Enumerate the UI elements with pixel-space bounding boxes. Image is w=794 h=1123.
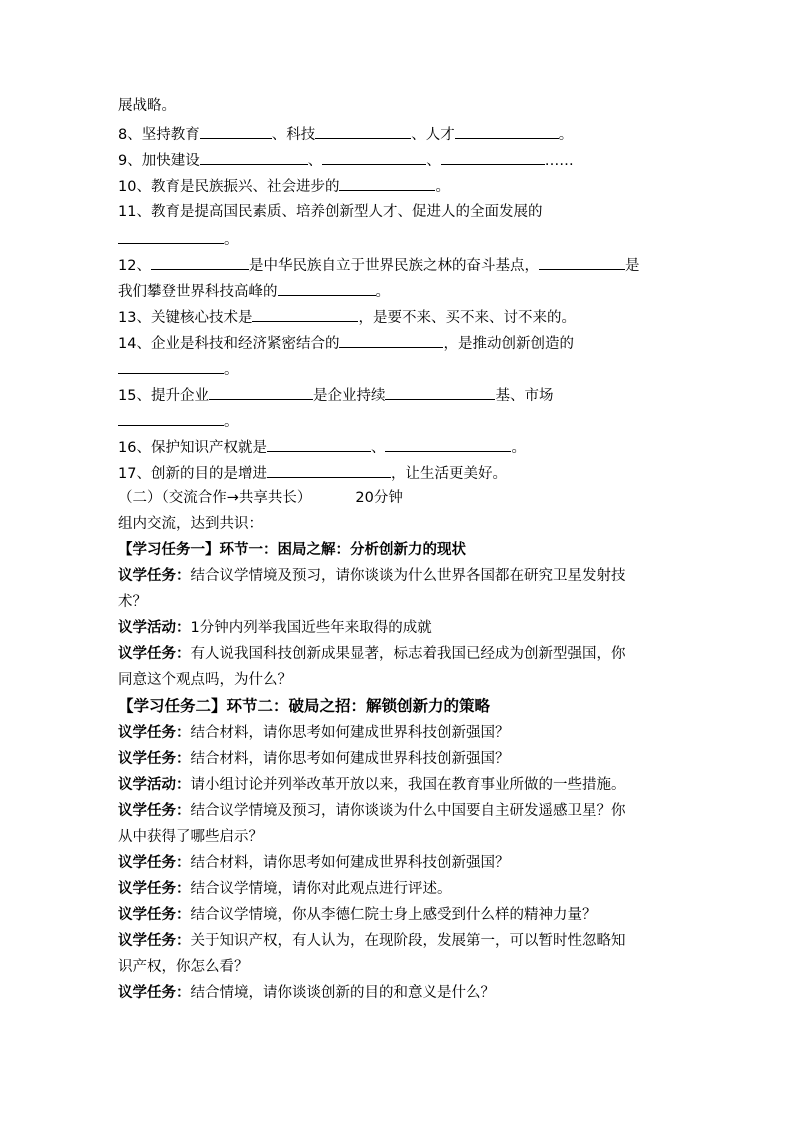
text: 、	[370, 440, 386, 456]
text: 是企业持续	[312, 388, 386, 404]
blank[interactable]	[339, 333, 443, 348]
text: 结合议学情境，你从李德仁院士身上感受到什么样的精神力量？	[190, 907, 597, 923]
text: 、	[426, 153, 441, 169]
text: 环节二：破局之招：解锁创新力的策略	[226, 697, 491, 715]
group-note	[118, 515, 678, 533]
task-one-question-2	[118, 645, 678, 663]
label: 议学任务：	[118, 881, 191, 897]
text: 16、保护知识产权就是	[118, 440, 267, 456]
text: 20分钟	[355, 490, 403, 506]
text: 【学习任务一】环节一：困局之解：分析创新力的现状	[118, 542, 466, 558]
item-10	[118, 176, 678, 196]
blank[interactable]	[385, 385, 495, 400]
text: 组内交流，达到共识：	[118, 516, 263, 532]
text: 术？	[118, 594, 147, 610]
item-11	[118, 203, 678, 221]
task-one-activity	[118, 619, 678, 637]
text: ，是推动创新创造的	[443, 336, 574, 352]
text: 。	[435, 179, 450, 195]
item-9	[118, 150, 678, 170]
blank[interactable]	[200, 150, 308, 165]
text: 。	[511, 440, 526, 456]
item-16	[118, 437, 678, 457]
task-one-question-1	[118, 567, 678, 585]
text: 、	[307, 153, 323, 169]
text-line	[118, 97, 678, 115]
text: 是	[624, 258, 640, 274]
item-15-cont	[118, 411, 678, 431]
text: 关于知识产权，有人认为，在现阶段，发展第一，可以暂时性忽略知	[190, 933, 626, 949]
blank[interactable]	[118, 359, 224, 374]
item-14-cont	[118, 359, 678, 379]
task-two-question	[118, 750, 678, 768]
text: 17、创新的目的是增进	[118, 466, 267, 482]
blank[interactable]	[339, 176, 435, 191]
label: 议学任务：	[118, 751, 191, 767]
item-15	[118, 385, 678, 405]
text: 10、教育是民族振兴、社会进步的	[118, 179, 340, 195]
text: 【学习任务二】	[118, 697, 227, 715]
blank[interactable]	[118, 229, 224, 244]
text: ，让生活更美好。	[390, 466, 507, 482]
text: 15、提升企业	[118, 388, 209, 404]
label: 议学任务：	[118, 985, 191, 1001]
blank[interactable]	[200, 124, 272, 139]
task-two-question	[118, 906, 678, 924]
task-two-question	[118, 932, 678, 950]
task-two-question	[118, 854, 678, 872]
task-one-heading	[118, 541, 678, 559]
text: 从中获得了哪些启示？	[118, 829, 263, 845]
task-two-question	[118, 984, 678, 1002]
text: 、人才	[411, 127, 455, 143]
item-17	[118, 463, 678, 483]
text: 结合议学情境及预习，请你谈谈为什么中国要自主研发遥感卫星？你	[190, 803, 626, 819]
text: 。	[224, 232, 239, 248]
text: 同意这个观点吗，为什么？	[118, 672, 292, 688]
blank[interactable]	[267, 463, 391, 478]
text: 识产权，你怎么看？	[118, 959, 249, 975]
item-13	[118, 307, 678, 327]
label: 议学任务：	[118, 568, 191, 584]
text: ，是要不来、买不来、讨不来的。	[358, 310, 576, 326]
label: 议学任务：	[118, 725, 191, 741]
task-one-question-1-cont	[118, 593, 678, 611]
text: 14、企业是科技和经济紧密结合的	[118, 336, 340, 352]
blank[interactable]	[209, 385, 313, 400]
blank[interactable]	[151, 255, 249, 270]
text: 13、关键核心技术是	[118, 310, 253, 326]
text: 结合材料，请你思考如何建成世界科技创新强国？	[190, 725, 510, 741]
label: 议学活动：	[118, 777, 191, 793]
label: 议学活动：	[118, 620, 191, 636]
text: 。	[375, 284, 390, 300]
text: 有人说我国科技创新成果显著，标志着我国已经成为创新型强国，你	[190, 646, 626, 662]
text: 请小组讨论并列举改革开放以来，我国在教育事业所做的一些措施。	[190, 777, 626, 793]
label: 议学任务：	[118, 646, 191, 662]
text: 基、市场	[495, 388, 554, 404]
text: 结合议学情境及预习，请你谈谈为什么世界各国都在研究卫星发射技	[190, 568, 626, 584]
text: 结合议学情境，请你对此观点进行评述。	[190, 881, 452, 897]
label: 议学任务：	[118, 933, 191, 949]
task-two-question	[118, 802, 678, 820]
text: 结合情境，请你谈谈创新的目的和意义是什么？	[190, 985, 495, 1001]
text: 是中华民族自立于世界民族之林的奋斗基点，	[248, 258, 539, 274]
text: 我们攀登世界科技高峰的	[118, 284, 278, 300]
item-11-cont	[118, 229, 678, 249]
task-two-question-cont	[118, 958, 678, 976]
item-14	[118, 333, 678, 353]
task-two-question-cont	[118, 828, 678, 846]
task-two-question	[118, 880, 678, 898]
text: 结合材料，请你思考如何建成世界科技创新强国？	[190, 855, 510, 871]
section-two-heading	[118, 489, 678, 507]
text: 12、	[118, 258, 151, 274]
task-two-activity	[118, 776, 678, 794]
text: （二）（交流合作→共享共长）	[118, 490, 312, 506]
blank[interactable]	[539, 255, 625, 270]
blank[interactable]	[322, 150, 426, 165]
task-two-question	[118, 724, 678, 742]
blank[interactable]	[315, 124, 411, 139]
text: 8、坚持教育	[118, 127, 200, 143]
label: 议学任务：	[118, 907, 191, 923]
text: ……	[544, 153, 574, 169]
task-two-heading	[118, 697, 678, 715]
label: 议学任务：	[118, 803, 191, 819]
text: 。	[224, 362, 239, 378]
blank[interactable]	[267, 437, 371, 452]
label: 议学任务：	[118, 855, 191, 871]
blank[interactable]	[385, 437, 511, 452]
text: 。	[558, 127, 574, 143]
blank[interactable]	[278, 281, 376, 296]
text: 结合材料，请你思考如何建成世界科技创新强国？	[190, 751, 510, 767]
text: 11、教育是提高国民素质、培养创新型人才、促进人的全面发展的	[118, 204, 543, 220]
blank[interactable]	[118, 411, 224, 426]
item-8	[118, 124, 678, 144]
blank[interactable]	[441, 150, 545, 165]
text: 1分钟内列举我国近些年来取得的成就	[190, 620, 432, 636]
item-12	[118, 255, 678, 275]
blank[interactable]	[455, 124, 559, 139]
task-one-question-2-cont	[118, 671, 678, 689]
text: 展战略。	[118, 98, 176, 114]
text: 9、加快建设	[118, 153, 200, 169]
item-12-cont	[118, 281, 678, 301]
text: 。	[224, 414, 239, 430]
blank[interactable]	[252, 307, 358, 322]
text: 、科技	[271, 127, 316, 143]
